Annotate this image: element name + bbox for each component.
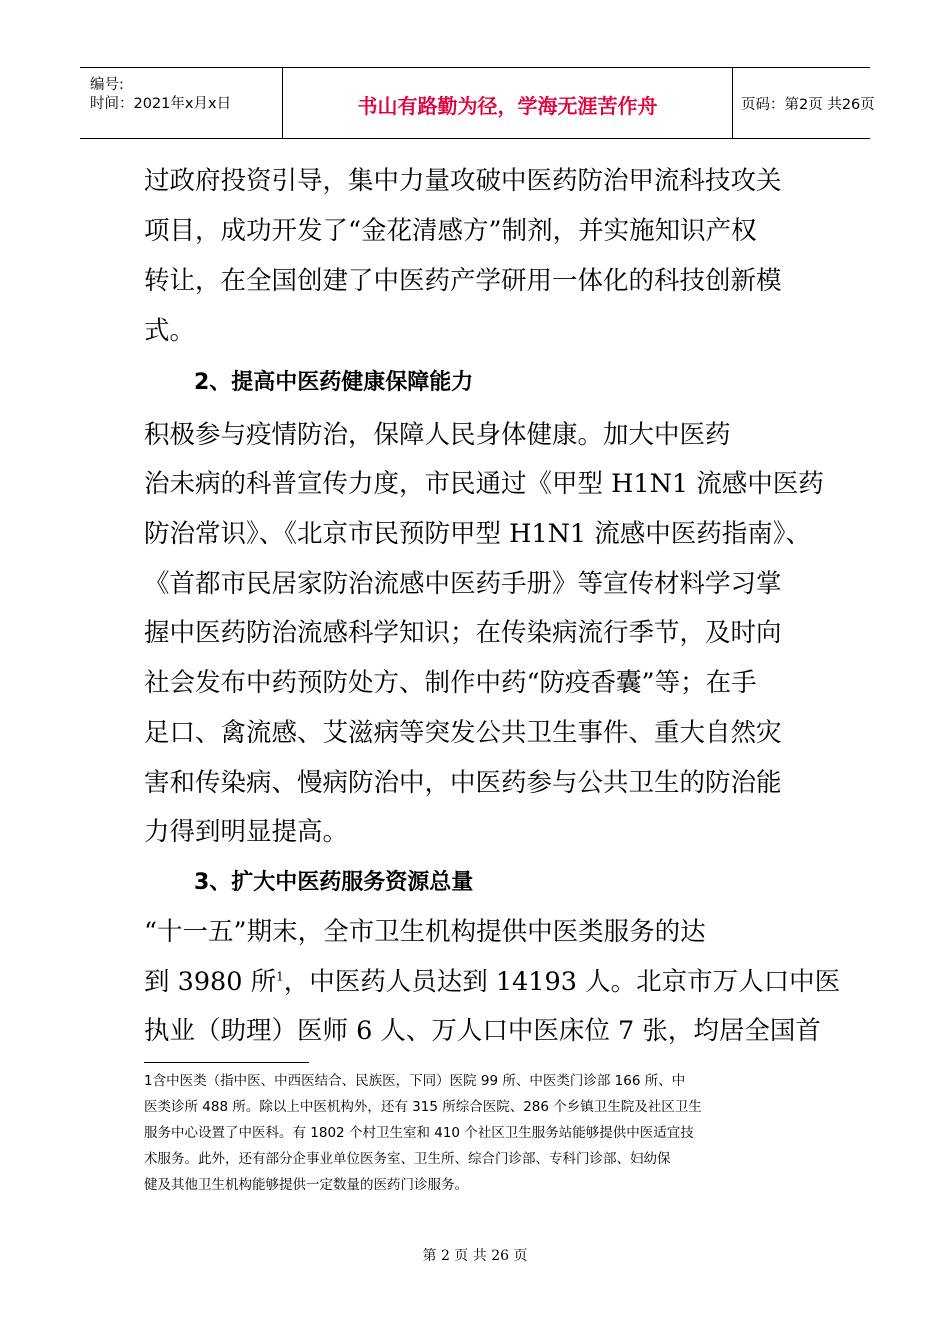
number-label: 编号: <box>90 77 124 93</box>
body-line: 害和传染病、慢病防治中，中医药参与公共卫生的防治能 <box>144 768 782 798</box>
body-line: 积极参与疫情防治，保障人民身体健康。加大中医药 <box>144 420 731 450</box>
motto-text: 书山有路勤为径，学海无涯苦作舟 <box>357 94 658 118</box>
header-page-info: 页码：第2页 共26页 <box>741 97 875 113</box>
section-heading-3: 3、扩大中医药服务资源总量 <box>194 870 474 895</box>
header-page-cell <box>733 68 875 138</box>
footnote-line: 医类诊所 488 所。除以上中医机构外，还有 315 所综合医院、286 个乡镇卫生院及社区卫生 <box>144 1099 702 1115</box>
body-line: 足口、禽流感、艾滋病等突发公共卫生事件、重大自然灾 <box>144 718 782 748</box>
footnote-separator <box>144 1062 309 1063</box>
footnote-line: 健及其他卫生机构能够提供一定数量的医药门诊服务。 <box>144 1177 468 1193</box>
header-meta-cell <box>80 68 283 138</box>
body-line: “十一五”期末，全市卫生机构提供中医类服务的达 <box>144 917 706 947</box>
time-label: 时间：2021年x月x日 <box>90 96 232 112</box>
body-line: 式。 <box>144 316 196 346</box>
body-text: 到 3980 所 <box>144 967 277 997</box>
footnote <box>144 1068 824 1198</box>
body-line: 执业（助理）医师 6 人、万人口中医床位 7 张，均居全国首 <box>144 1016 821 1046</box>
body-line: 项目，成功开发了“金花清感方”制剂，并实施知识产权 <box>144 216 757 246</box>
body-line: 《首都市民居家防治流感中医药手册》等宣传材料学习掌 <box>144 569 782 599</box>
page-header <box>80 67 875 139</box>
body-line: 治未病的科普宣传力度，市民通过《甲型 H1N1 流感中医药 <box>144 469 824 499</box>
page-footer: 第 2 页 共 26 页 <box>422 1248 528 1264</box>
footnote-ref[interactable]: 1 <box>276 969 284 984</box>
footnote-line: 服务中心设置了中医科。有 1802 个村卫生室和 410 个社区卫生服务站能够提供中医适宜技 <box>144 1125 694 1141</box>
body-line: 防治常识》、《北京市民预防甲型 H1N1 流感中医药指南》、 <box>144 519 811 549</box>
footnote-line: 术服务。此外，还有部分企事业单位医务室、卫生所、综合门诊部、专科门诊部、妇幼保 <box>144 1151 671 1167</box>
body-line: 握中医药防治流感科学知识；在传染病流行季节，及时向 <box>144 618 782 648</box>
body-line <box>144 965 840 999</box>
body-text: ，中医药人员达到 14193 人。北京市万人口中医 <box>283 967 841 997</box>
body-line: 社会发布中药预防处方、制作中药“防疫香囊”等；在手 <box>144 668 757 698</box>
body-line: 转让，在全国创建了中医药产学研用一体化的科技创新模 <box>144 266 782 296</box>
footnote-line: 1含中医类（指中医、中西医结合、民族医，下同）医院 99 所、中医类门诊部 166 所、中 <box>144 1073 686 1089</box>
header-motto-cell <box>283 68 733 138</box>
body-line: 过政府投资引导，集中力量攻破中医药防治甲流科技攻关 <box>144 166 782 196</box>
body-line: 力得到明显提高。 <box>144 817 349 847</box>
section-heading-2: 2、提高中医药健康保障能力 <box>194 370 474 395</box>
